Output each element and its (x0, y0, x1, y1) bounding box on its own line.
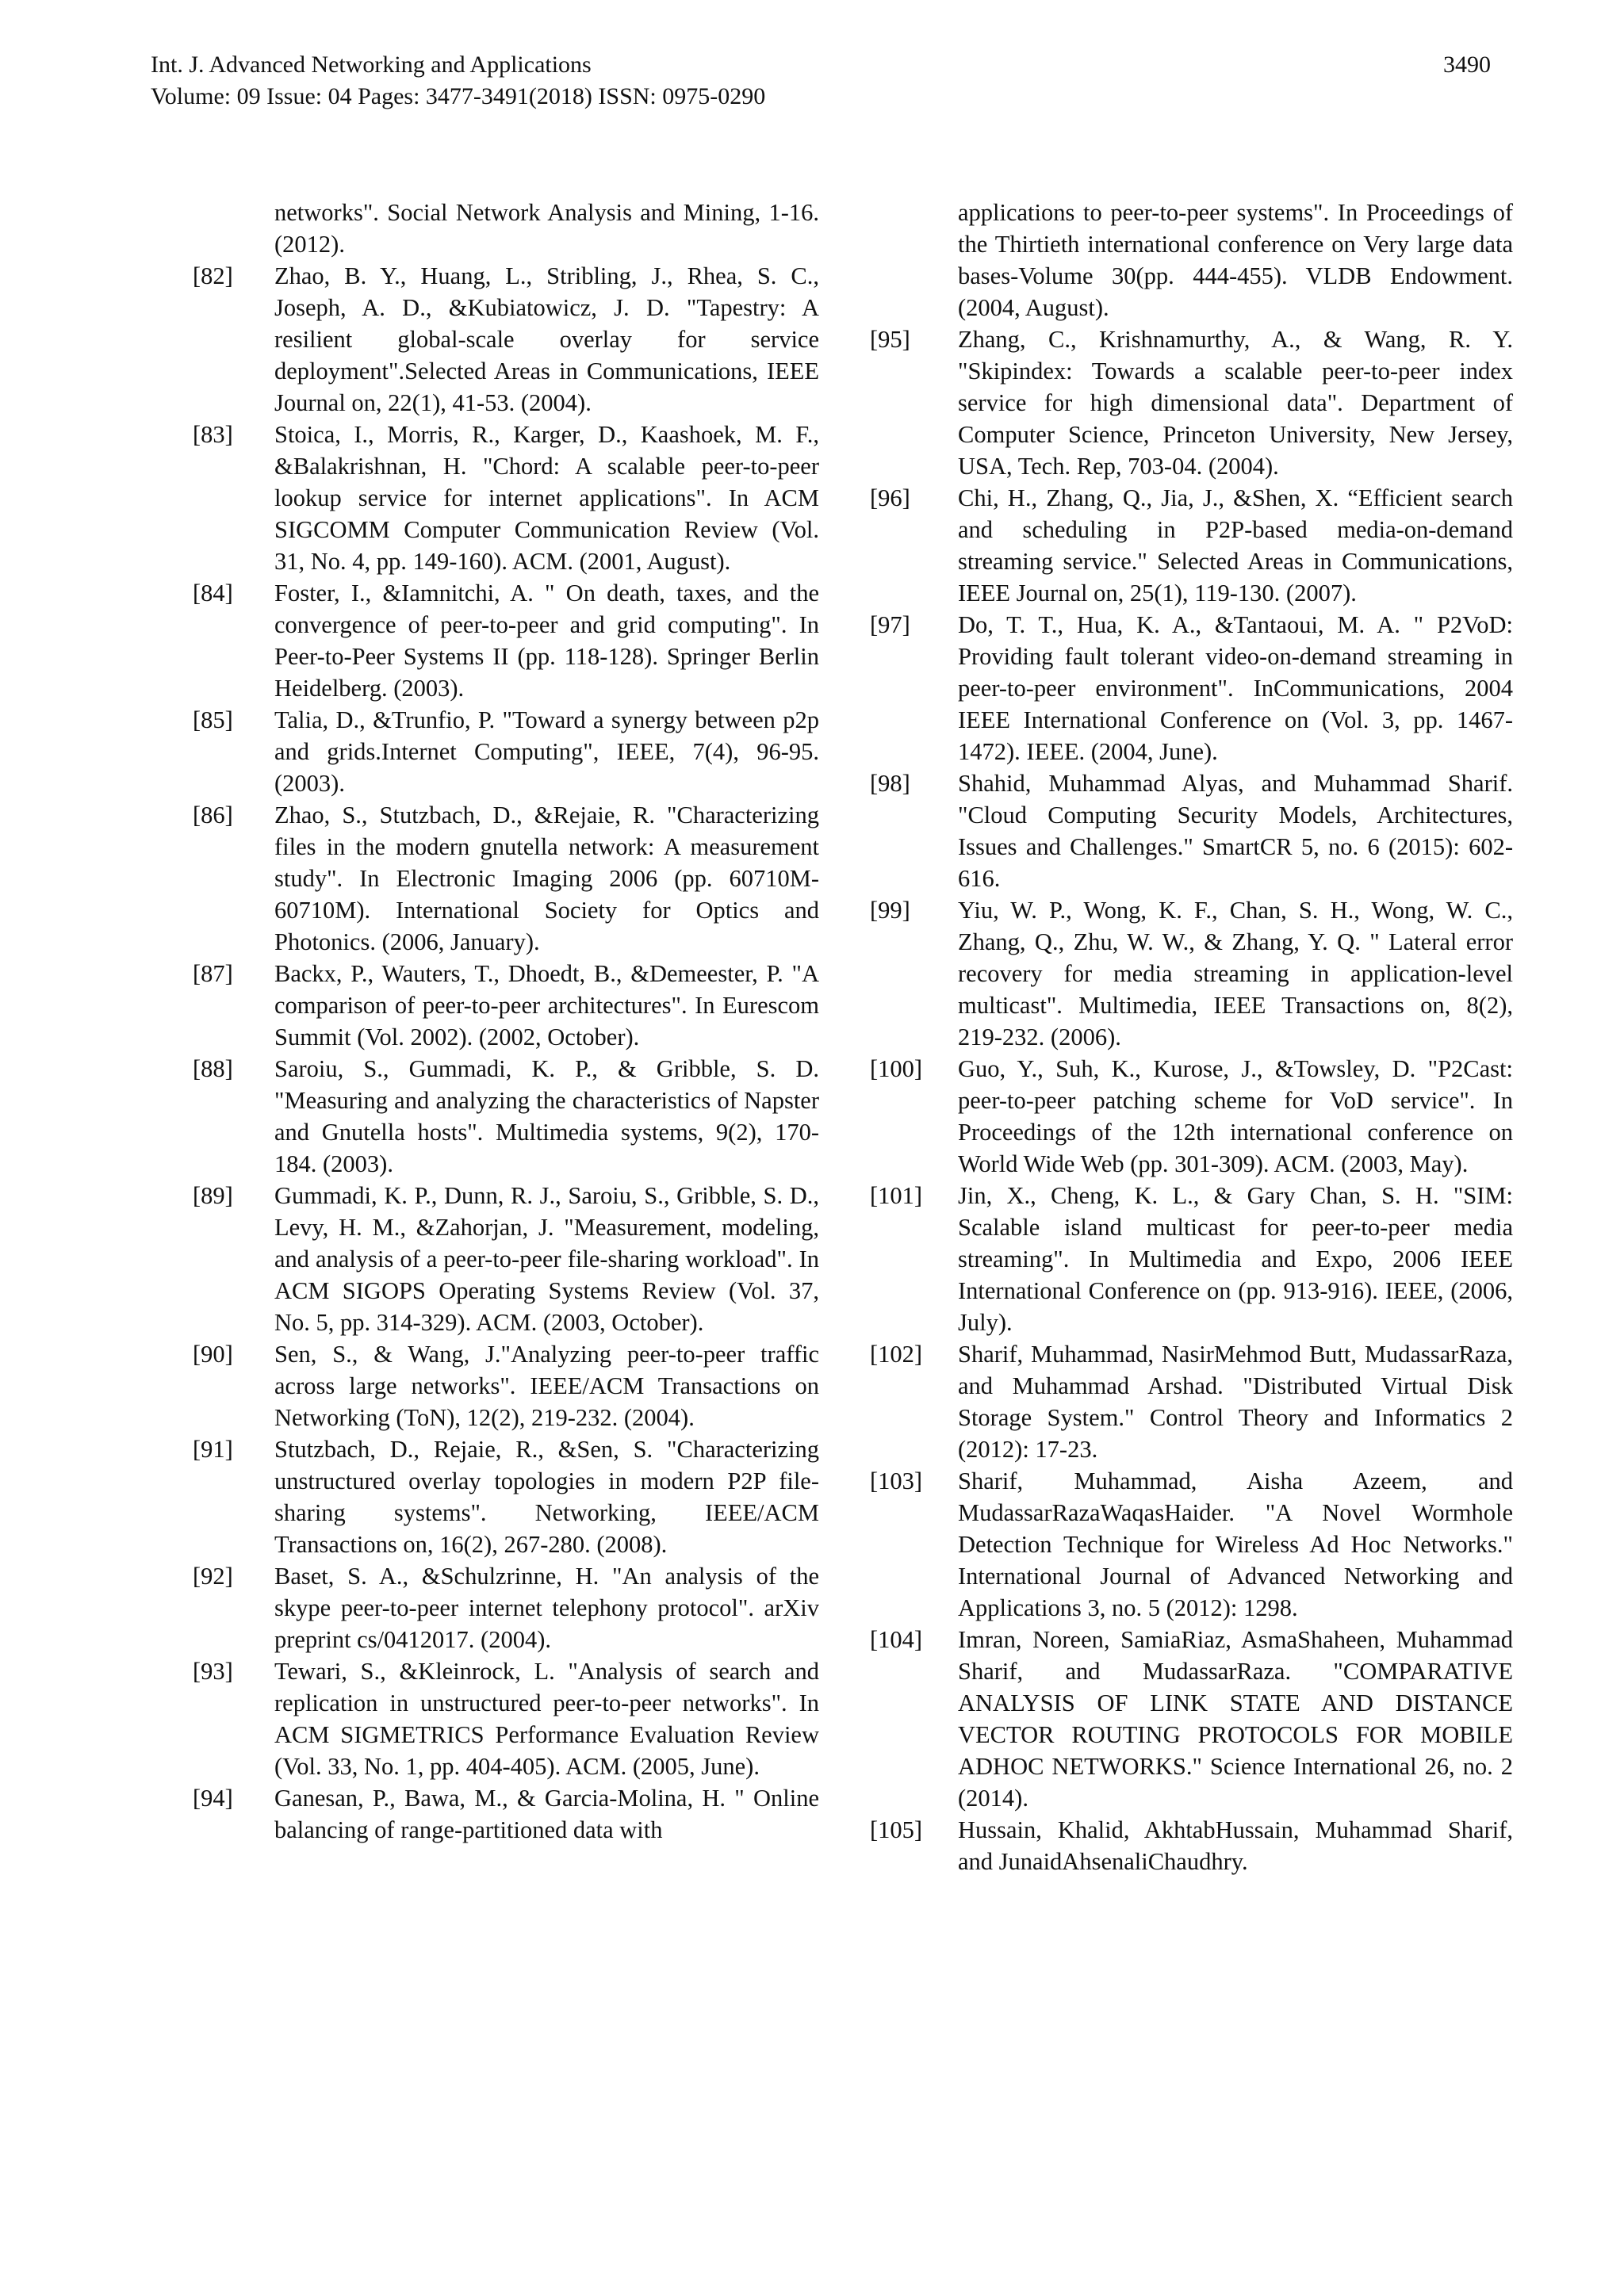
reference-number: [89] (193, 1182, 233, 1209)
reference-item (193, 1180, 819, 1338)
reference-text: Ganesan, P., Bawa, M., & Garcia-Molina, H. " Online balancing of range-partitioned data with (274, 1785, 819, 1843)
reference-continuation (870, 197, 1513, 323)
reference-number: [95] (870, 326, 910, 353)
reference-number: [99] (870, 897, 910, 924)
reference-number: [93] (193, 1658, 233, 1685)
reference-text: Chi, H., Zhang, Q., Jia, J., &Shen, X. “Efficient search and scheduling in P2P-based media-on-demand streaming service." Selected Areas in Communications, IEEE Journal on, 25(1), 119-130. (2007). (958, 484, 1513, 607)
reference-text: Jin, X., Cheng, K. L., & Gary Chan, S. H. "SIM: Scalable island multicast for peer-to-peer media streaming". In Multimedia and Expo, 2006 IEEE International Conference on (pp. 913-916). IEEE, (2006, July). (958, 1182, 1513, 1336)
reference-number: [90] (193, 1341, 233, 1368)
reference-text: Imran, Noreen, SamiaRiaz, AsmaShaheen, Muhammad Sharif, and MudassarRaza. "COMPARATIVE ANALYSIS OF LINK STATE AND DISTANCE VECTOR ROUTING PROTOCOLS FOR MOBILE ADHOC NETWORKS." Science International 26, no. 2 (2014). (958, 1626, 1513, 1812)
reference-text: Saroiu, S., Gummadi, K. P., & Gribble, S. D. "Measuring and analyzing the characteristics of Napster and Gnutella hosts". Multimedia systems, 9(2), 170-184. (2003). (274, 1055, 819, 1177)
page-number: 3490 (1443, 52, 1491, 78)
reference-item (193, 1053, 819, 1180)
reference-text: Gummadi, K. P., Dunn, R. J., Saroiu, S., Gribble, S. D., Levy, H. M., &Zahorjan, J. "Measurement, modeling, and analysis of a peer-to-peer file-sharing workload". In ACM SIGOPS Operating Systems Review (Vol. 37, No. 5, pp. 314-329). ACM. (2003, October). (274, 1182, 819, 1336)
reference-item (193, 1433, 819, 1560)
reference-item (193, 1782, 819, 1846)
reference-item (870, 609, 1513, 767)
reference-text: Foster, I., &Iamnitchi, A. " On death, taxes, and the convergence of peer-to-peer and grid computing". In Peer-to-Peer Systems II (pp. 118-128). Springer Berlin Heidelberg. (2003). (274, 580, 819, 702)
reference-text: Backx, P., Wauters, T., Dhoedt, B., &Demeester, P. "A comparison of peer-to-peer architectures". In Eurescom Summit (Vol. 2002). (2002, October). (274, 960, 819, 1050)
reference-number: [98] (870, 770, 910, 797)
reference-text: networks". Social Network Analysis and Mining, 1-16. (2012). (274, 199, 819, 258)
reference-number: [85] (193, 706, 233, 733)
reference-item (870, 1465, 1513, 1624)
reference-number: [103] (870, 1468, 923, 1494)
reference-number: [94] (193, 1785, 233, 1812)
reference-item (870, 1053, 1513, 1180)
reference-text: Sen, S., & Wang, J."Analyzing peer-to-peer traffic across large networks". IEEE/ACM Transactions on Networking (ToN), 12(2), 219-232. (2004). (274, 1341, 819, 1431)
reference-number: [92] (193, 1563, 233, 1590)
reference-item (870, 482, 1513, 609)
reference-number: [105] (870, 1816, 923, 1843)
reference-item (193, 1338, 819, 1433)
reference-item (193, 419, 819, 577)
right-column (870, 197, 1513, 1877)
reference-item (193, 704, 819, 799)
reference-number: [86] (193, 802, 233, 828)
reference-item (870, 323, 1513, 482)
reference-number: [100] (870, 1055, 923, 1082)
reference-text: Do, T. T., Hua, K. A., &Tantaoui, M. A. " P2VoD: Providing fault tolerant video-on-demand streaming in peer-to-peer environment". InCommunications, 2004 IEEE International Conference on (Vol. 3, pp. 1467-1472). IEEE. (2004, June). (958, 611, 1513, 765)
reference-number: [82] (193, 262, 233, 289)
reference-text: Tewari, S., &Kleinrock, L. "Analysis of search and replication in unstructured peer-to-peer networks". In ACM SIGMETRICS Performance Evaluation Review (Vol. 33, No. 1, pp. 404-405). ACM. (2005, June). (274, 1658, 819, 1780)
reference-text: Zhang, C., Krishnamurthy, A., & Wang, R. Y. "Skipindex: Towards a scalable peer-to-peer index service for high dimensional data". Department of Computer Science, Princeton University, New Jersey, USA, Tech. Rep, 703-04. (2004). (958, 326, 1513, 480)
reference-text: Zhao, S., Stutzbach, D., &Rejaie, R. "Characterizing files in the modern gnutella network: A measurement study". In Electronic Imaging 2006 (pp. 60710M-60710M). International Society for Optics and Photonics. (2006, January). (274, 802, 819, 955)
page-header (151, 49, 1491, 113)
reference-text: Shahid, Muhammad Alyas, and Muhammad Sharif. "Cloud Computing Security Models, Architectures, Issues and Challenges." SmartCR 5, no. 6 (2015): 602-616. (958, 770, 1513, 892)
reference-item (193, 1560, 819, 1655)
reference-item (870, 1624, 1513, 1814)
reference-text: applications to peer-to-peer systems". In Proceedings of the Thirtieth international conference on Very large data bases-Volume 30(pp. 444-455). VLDB Endowment. (2004, August). (958, 199, 1513, 321)
reference-item (193, 1655, 819, 1782)
reference-item (870, 894, 1513, 1053)
reference-item (870, 1338, 1513, 1465)
reference-item (193, 577, 819, 704)
reference-number: [104] (870, 1626, 923, 1653)
reference-number: [96] (870, 484, 910, 511)
reference-continuation (193, 197, 819, 260)
reference-item (870, 1814, 1513, 1877)
reference-text: Sharif, Muhammad, Aisha Azeem, and MudassarRazaWaqasHaider. "A Novel Wormhole Detection Technique for Wireless Ad Hoc Networks." International Journal of Advanced Networking and Applications 3, no. 5 (2012): 1298. (958, 1468, 1513, 1621)
reference-number: [101] (870, 1182, 923, 1209)
reference-number: [83] (193, 421, 233, 448)
reference-text: Hussain, Khalid, AkhtabHussain, Muhammad Sharif, and JunaidAhsenaliChaudhry. (958, 1816, 1513, 1875)
reference-text: Yiu, W. P., Wong, K. F., Chan, S. H., Wong, W. C., Zhang, Q., Zhu, W. W., & Zhang, Y. Q. " Lateral error recovery for media streaming in application-level multicast". Multimedia, IEEE Transactions on, 8(2), 219-232. (2006). (958, 897, 1513, 1050)
reference-item (870, 1180, 1513, 1338)
journal-title: Int. J. Advanced Networking and Applications (151, 52, 592, 78)
reference-text: Zhao, B. Y., Huang, L., Stribling, J., Rhea, S. C., Joseph, A. D., &Kubiatowicz, J. D. "Tapestry: A resilient global-scale overlay for service deployment".Selected Areas in Communications, IEEE Journal on, 22(1), 41-53. (2004). (274, 262, 819, 416)
reference-number: [88] (193, 1055, 233, 1082)
reference-item (193, 958, 819, 1053)
reference-text: Guo, Y., Suh, K., Kurose, J., &Towsley, D. "P2Cast: peer-to-peer patching scheme for VoD service". In Proceedings of the 12th international conference on World Wide Web (pp. 301-309). ACM. (2003, May). (958, 1055, 1513, 1177)
reference-text: Talia, D., &Trunfio, P. "Toward a synergy between p2p and grids.Internet Computing", IEEE, 7(4), 96-95. (2003). (274, 706, 819, 797)
reference-number: [102] (870, 1341, 923, 1368)
reference-number: [91] (193, 1436, 233, 1463)
left-column (193, 197, 819, 1846)
reference-number: [84] (193, 580, 233, 607)
reference-number: [97] (870, 611, 910, 638)
reference-item (193, 799, 819, 958)
volume-line: Volume: 09 Issue: 04 Pages: 3477-3491(2018) ISSN: 0975-0290 (151, 83, 766, 109)
reference-text: Sharif, Muhammad, NasirMehmod Butt, MudassarRaza, and Muhammad Arshad. "Distributed Virtual Disk Storage System." Control Theory and Informatics 2 (2012): 17-23. (958, 1341, 1513, 1463)
reference-text: Baset, S. A., &Schulzrinne, H. "An analysis of the skype peer-to-peer internet telephony protocol". arXiv preprint cs/0412017. (2004). (274, 1563, 819, 1653)
reference-text: Stoica, I., Morris, R., Karger, D., Kaashoek, M. F., &Balakrishnan, H. "Chord: A scalable peer-to-peer lookup service for internet applications". In ACM SIGCOMM Computer Communication Review (Vol. 31, No. 4, pp. 149-160). ACM. (2001, August). (274, 421, 819, 575)
reference-item (870, 767, 1513, 894)
reference-item (193, 260, 819, 419)
reference-number: [87] (193, 960, 233, 987)
reference-text: Stutzbach, D., Rejaie, R., &Sen, S. "Characterizing unstructured overlay topologies in modern P2P file-sharing systems". Networking, IEEE/ACM Transactions on, 16(2), 267-280. (2008). (274, 1436, 819, 1558)
